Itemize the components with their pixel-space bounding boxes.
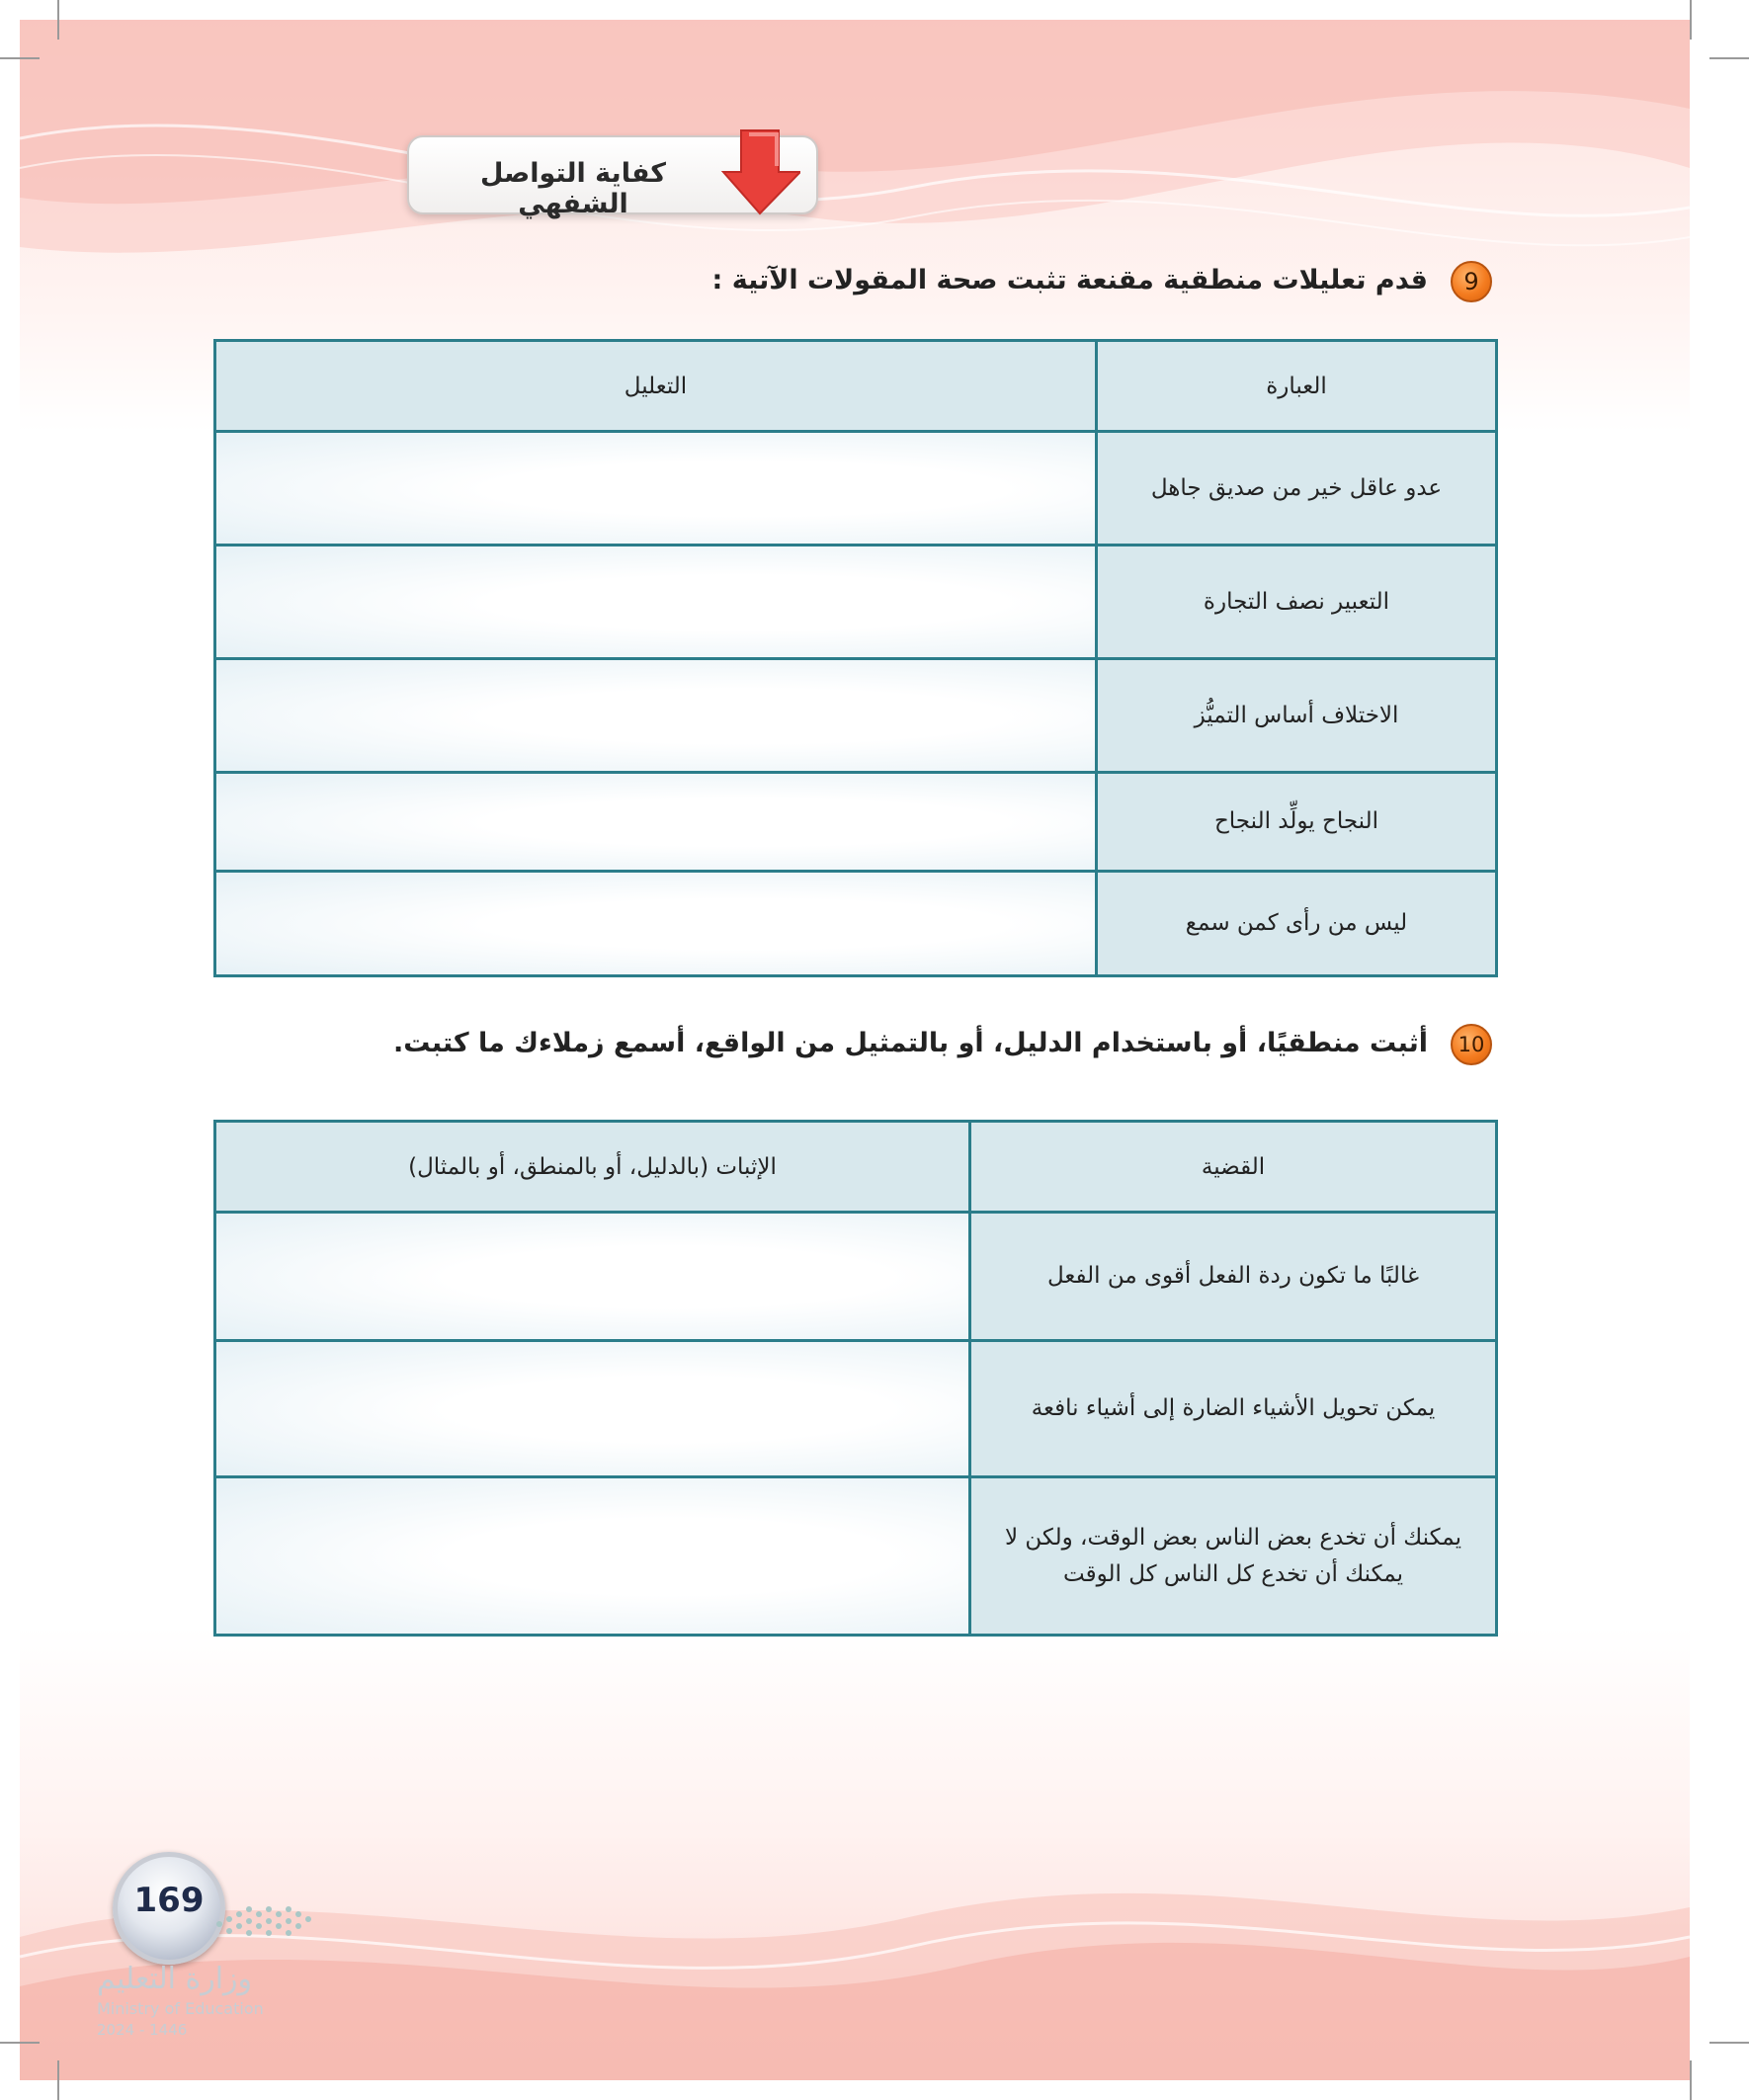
table-header-row (215, 341, 1497, 432)
table-row (215, 546, 1497, 659)
question-number-badge: 9 (1451, 261, 1492, 302)
page-number: 169 (133, 1881, 205, 1920)
column-header-statement: العبارة (1097, 341, 1497, 432)
crop-mark (57, 2060, 59, 2100)
column-header-reason: التعليل (215, 341, 1097, 432)
top-wave-decoration (20, 20, 1690, 356)
issue-cell: يمكن تحويل الأشياء الضارة إلى أشياء نافعة (970, 1341, 1497, 1477)
column-header-issue: القضية (970, 1122, 1497, 1213)
crop-mark (1690, 2060, 1692, 2100)
table-row (215, 1213, 1497, 1341)
ministry-logo-icon (209, 1899, 328, 1949)
crop-mark (1709, 2042, 1749, 2044)
question-9-prompt: قدم تعليلات منطقية مقنعة تثبت صحة المقولات الآتية : (711, 265, 1428, 295)
table-header-row (215, 1122, 1497, 1213)
reason-answer-cell[interactable] (215, 659, 1097, 773)
reason-answer-cell[interactable] (215, 546, 1097, 659)
table-row (215, 432, 1497, 546)
crop-mark (57, 0, 59, 40)
reason-answer-cell[interactable] (215, 773, 1097, 872)
statement-cell: عدو عاقل خير من صديق جاهل (1097, 432, 1497, 546)
ministry-name-arabic: وزارة التعليم (97, 1962, 253, 1996)
reason-answer-cell[interactable] (215, 872, 1097, 976)
proof-answer-cell[interactable] (215, 1213, 970, 1341)
edition-year: 2024 - 1446 (97, 2021, 188, 2039)
crop-mark (0, 57, 40, 59)
question-number-badge: 10 (1451, 1024, 1492, 1065)
statement-cell: الاختلاف أساس التميُّز (1097, 659, 1497, 773)
crop-mark (1690, 0, 1692, 40)
reason-answer-cell[interactable] (215, 432, 1097, 546)
table-row (215, 1341, 1497, 1477)
table-row (215, 659, 1497, 773)
statement-cell: النجاح يولِّد النجاح (1097, 773, 1497, 872)
statement-cell: التعبير نصف التجارة (1097, 546, 1497, 659)
statement-cell: ليس من رأى كمن سمع (1097, 872, 1497, 976)
ministry-name-english: Ministry of Education (97, 1999, 264, 2018)
question-10-prompt: أثبت منطقيًا، أو باستخدام الدليل، أو بالتمثيل من الواقع، أسمع زملاءك ما كتبت. (393, 1028, 1428, 1058)
table-row (215, 872, 1497, 976)
proof-answer-cell[interactable] (215, 1477, 970, 1636)
crop-mark (0, 2042, 40, 2044)
reasons-table (213, 339, 1498, 977)
proof-table (213, 1120, 1498, 1637)
section-header-title: كفاية التواصل الشفهي (480, 158, 666, 219)
arrow-down-icon (721, 126, 800, 217)
issue-cell: يمكنك أن تخدع بعض الناس بعض الوقت، ولكن لا يمكنك أن تخدع كل الناس كل الوقت (970, 1477, 1497, 1636)
column-header-proof: الإثبات (بالدليل، أو بالمنطق، أو بالمثال) (215, 1122, 970, 1213)
proof-answer-cell[interactable] (215, 1341, 970, 1477)
issue-cell: غالبًا ما تكون ردة الفعل أقوى من الفعل (970, 1213, 1497, 1341)
crop-mark (1709, 57, 1749, 59)
table-row (215, 773, 1497, 872)
table-row (215, 1477, 1497, 1636)
bottom-wave-decoration (20, 1818, 1690, 2080)
